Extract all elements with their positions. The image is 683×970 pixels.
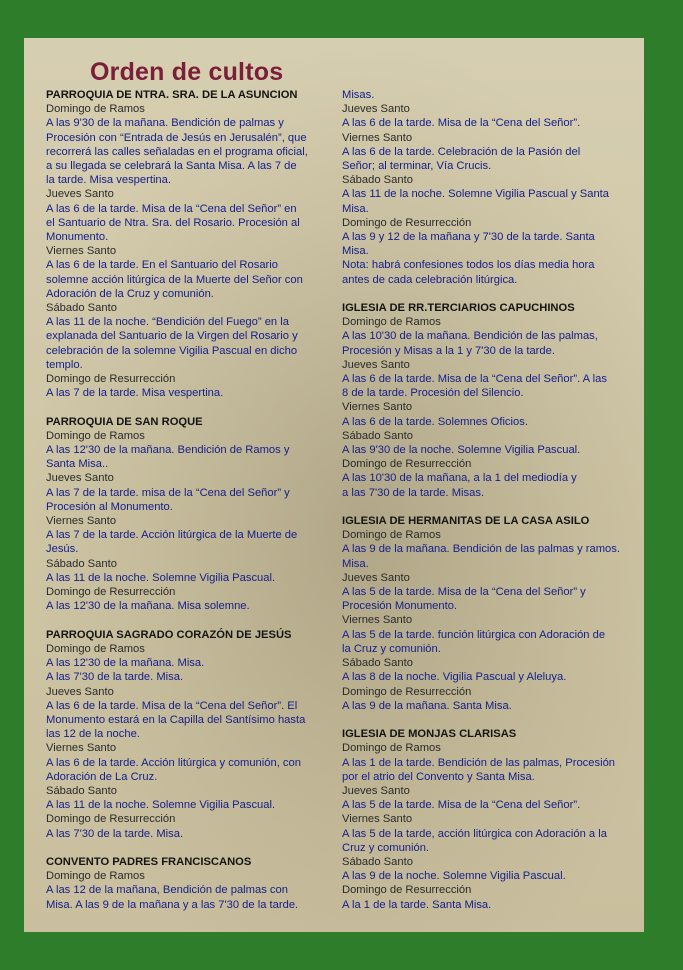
schedule-text: A las 11 de la noche. Solemne Vigilia Pascual.: [46, 571, 276, 584]
schedule-text: Misa.: [342, 557, 369, 570]
schedule-text: la Cruz y comunión.: [342, 642, 441, 655]
schedule-text: A las 10'30 de la mañana. Bendición de las palmas,: [342, 330, 598, 343]
day-label: Domingo de Resurrección: [46, 813, 176, 826]
schedule-text: A las 5 de la tarde. Misa de la “Cena del Señor”.: [342, 799, 581, 812]
schedule-text: A las 9'30 de la noche. Solemne Vigilia Pascual.: [342, 444, 581, 457]
day-label: Sábado Santo: [46, 302, 117, 315]
day-label: Viernes Santo: [342, 401, 413, 414]
day-label: Jueves Santo: [342, 784, 410, 797]
schedule-text: explanada del Santuario de la Virgen del Rosario y: [46, 330, 298, 343]
schedule-text: Nota: habrá confesiones todos los días media hora: [342, 259, 595, 272]
day-label: Viernes Santo: [342, 813, 413, 826]
schedule-text: el Santuario de Ntra. Sra. del Rosario. Procesión al: [46, 216, 300, 229]
left-column: [46, 88, 328, 926]
schedule-text: a las 7'30 de la tarde. Misas.: [342, 486, 485, 499]
schedule-text: las 12 de la noche.: [46, 728, 140, 741]
schedule-text: A las 5 de la tarde, acción litúrgica con Adoración a la: [342, 827, 607, 840]
day-label: Domingo de Resurrección: [46, 586, 176, 599]
day-label: Viernes Santo: [46, 742, 117, 755]
schedule-text: Procesión al Monumento.: [46, 500, 173, 513]
schedule-text: A las 5 de la tarde. Misa de la “Cena del Señor” y: [342, 586, 586, 599]
day-label: Jueves Santo: [342, 103, 410, 116]
schedule-text: A la 1 de la tarde. Santa Misa.: [342, 898, 492, 911]
schedule-text: antes de cada celebración litúrgica.: [342, 273, 518, 286]
schedule-section: [342, 514, 624, 713]
schedule-text: A las 10'30 de la mañana, a la 1 del mediodía y: [342, 472, 577, 485]
schedule-text: A las 6 de la tarde. Misa de la “Cena del Señor”. A las: [342, 373, 607, 386]
day-label: Domingo de Ramos: [46, 103, 145, 116]
schedule-text: 8 de la tarde. Procesión del Silencio.: [342, 387, 524, 400]
schedule-text: A las 9 y 12 de la mañana y 7'30 de la tarde. Santa: [342, 231, 595, 244]
schedule-text: Misa.: [342, 245, 369, 258]
schedule-text: A las 12'30 de la mañana. Bendición de Ramos y: [46, 444, 290, 457]
day-label: Domingo de Ramos: [342, 742, 441, 755]
day-label: Jueves Santo: [342, 358, 410, 371]
day-label: Domingo de Ramos: [46, 642, 145, 655]
schedule-text: Jesús.: [46, 543, 79, 556]
schedule-text: la tarde. Misa vespertina.: [46, 174, 171, 187]
schedule-text: A las 7 de la tarde. misa de la “Cena del Señor” y: [46, 486, 290, 499]
schedule-text: A las 9 de la mañana. Bendición de las palmas y ramos.: [342, 543, 620, 556]
schedule-text: A las 7 de la tarde. Acción litúrgica de la Muerte de: [46, 529, 298, 542]
section-heading: PARROQUIA SAGRADO CORAZÓN DE JESÚS: [46, 628, 292, 641]
schedule-section: [46, 415, 328, 614]
schedule-text: A las 5 de la tarde. función litúrgica con Adoración de: [342, 628, 606, 641]
schedule-text: A las 12'30 de la mañana. Misa.: [46, 657, 205, 670]
schedule-text: Señor; al terminar, Vía Crucis.: [342, 160, 492, 173]
day-label: Sábado Santo: [342, 657, 413, 670]
schedule-text: Cruz y comunión.: [342, 841, 430, 854]
day-label: Jueves Santo: [46, 188, 114, 201]
document-page: [24, 38, 644, 932]
schedule-text: A las 1 de la tarde. Bendición de las palmas, Procesión: [342, 756, 616, 769]
schedule-text: A las 11 de la noche. Solemne Vigilia Pascual.: [46, 799, 276, 812]
schedule-section: [342, 727, 624, 912]
schedule-text: Adoración de la Cruz y comunión.: [46, 287, 214, 300]
section-heading: PARROQUIA DE NTRA. SRA. DE LA ASUNCION: [46, 89, 298, 101]
schedule-text: A las 6 de la tarde. En el Santuario del Rosario: [46, 259, 278, 272]
schedule-section: [342, 301, 624, 500]
section-heading: CONVENTO PADRES FRANCISCANOS: [46, 855, 252, 868]
day-label: Jueves Santo: [46, 472, 114, 485]
schedule-text: A las 11 de la noche. Solemne Vigilia Pascual y Santa: [342, 188, 610, 201]
day-label: Domingo de Ramos: [46, 429, 145, 442]
schedule-text: a su llegada se celebrará la Santa Misa. A las 7 de: [46, 160, 297, 173]
day-label: Sábado Santo: [342, 429, 413, 442]
schedule-text: A las 6 de la tarde. Acción litúrgica y comunión, con: [46, 756, 301, 769]
schedule-text: A las 12 de la mañana, Bendición de palmas con: [46, 884, 288, 897]
day-label: Viernes Santo: [342, 614, 413, 627]
schedule-text: A las 9 de la mañana. Santa Misa.: [342, 699, 512, 712]
day-label: Sábado Santo: [342, 855, 413, 868]
schedule-section: [46, 88, 328, 400]
schedule-text: A las 11 de la noche. “Bendición del Fuego” en la: [46, 316, 289, 329]
day-label: Sábado Santo: [46, 784, 117, 797]
schedule-section: [46, 628, 328, 841]
day-label: Domingo de Ramos: [342, 529, 441, 542]
schedule-section: [342, 88, 624, 287]
section-heading: IGLESIA DE MONJAS CLARISAS: [342, 728, 517, 741]
day-label: Jueves Santo: [46, 685, 114, 698]
day-label: Viernes Santo: [46, 515, 117, 528]
schedule-text: A las 7'30 de la tarde. Misa.: [46, 671, 184, 684]
schedule-text: recorrerá las calles señaladas en el programa oficial,: [46, 145, 308, 158]
schedule-text: Misa. A las 9 de la mañana y a las 7'30 de la tarde.: [46, 898, 299, 911]
schedule-text: Adoración de La Cruz.: [46, 770, 158, 783]
schedule-text: Procesión y Misas a la 1 y 7'30 de la tarde.: [342, 344, 555, 357]
schedule-text: Monumento estará en la Capilla del Santísimo hasta: [46, 713, 306, 726]
schedule-text: Misas.: [342, 89, 375, 101]
schedule-text: A las 6 de la tarde. Solemnes Oficios.: [342, 415, 528, 428]
schedule-text: A las 12'30 de la mañana. Misa solemne.: [46, 600, 250, 613]
schedule-text: Monumento.: [46, 231, 109, 244]
day-label: Domingo de Resurrección: [342, 884, 472, 897]
schedule-text: A las 9 de la noche. Solemne Vigilia Pascual.: [342, 870, 566, 883]
day-label: Domingo de Ramos: [342, 316, 441, 329]
section-heading: IGLESIA DE RR.TERCIARIOS CAPUCHINOS: [342, 302, 575, 315]
day-label: Domingo de Resurrección: [342, 216, 472, 229]
section-heading: PARROQUIA DE SAN ROQUE: [46, 415, 203, 428]
right-column: [342, 88, 624, 926]
page-title: Orden de cultos: [90, 58, 284, 86]
schedule-text: templo.: [46, 358, 83, 371]
schedule-text: A las 9'30 de la mañana. Bendición de palmas y: [46, 117, 284, 130]
schedule-text: A las 6 de la tarde. Misa de la “Cena del Señor” en: [46, 202, 297, 215]
schedule-text: A las 7'30 de la tarde. Misa.: [46, 827, 184, 840]
schedule-section: [46, 855, 328, 912]
section-heading: IGLESIA DE HERMANITAS DE LA CASA ASILO: [342, 515, 590, 528]
schedule-text: celebración de la solemne Vigilia Pascual en dicho: [46, 344, 298, 357]
day-label: Domingo de Resurrección: [342, 685, 472, 698]
day-label: Viernes Santo: [342, 131, 413, 144]
schedule-text: A las 6 de la tarde. Celebración de la Pasión del: [342, 145, 581, 158]
schedule-text: solemne acción litúrgica de la Muerte del Señor con: [46, 273, 303, 286]
schedule-text: Misa.: [342, 202, 369, 215]
day-label: Domingo de Resurrección: [342, 458, 472, 471]
day-label: Domingo de Ramos: [46, 870, 145, 883]
schedule-text: A las 8 de la noche. Vigilia Pascual y Aleluya.: [342, 671, 567, 684]
day-label: Jueves Santo: [342, 571, 410, 584]
schedule-text: A las 7 de la tarde. Misa vespertina.: [46, 387, 224, 400]
day-label: Sábado Santo: [342, 174, 413, 187]
schedule-text: A las 6 de la tarde. Misa de la “Cena del Señor”. El: [46, 699, 298, 712]
schedule-text: por el atrio del Convento y Santa Misa.: [342, 770, 535, 783]
day-label: Sábado Santo: [46, 557, 117, 570]
day-label: Domingo de Resurrección: [46, 373, 176, 386]
schedule-text: Santa Misa..: [46, 458, 109, 471]
schedule-text: A las 6 de la tarde. Misa de la “Cena del Señor”.: [342, 117, 581, 130]
schedule-text: Procesión Monumento.: [342, 600, 458, 613]
schedule-text: Procesión con “Entrada de Jesús en Jerusalén”, que: [46, 131, 307, 144]
day-label: Viernes Santo: [46, 245, 117, 258]
